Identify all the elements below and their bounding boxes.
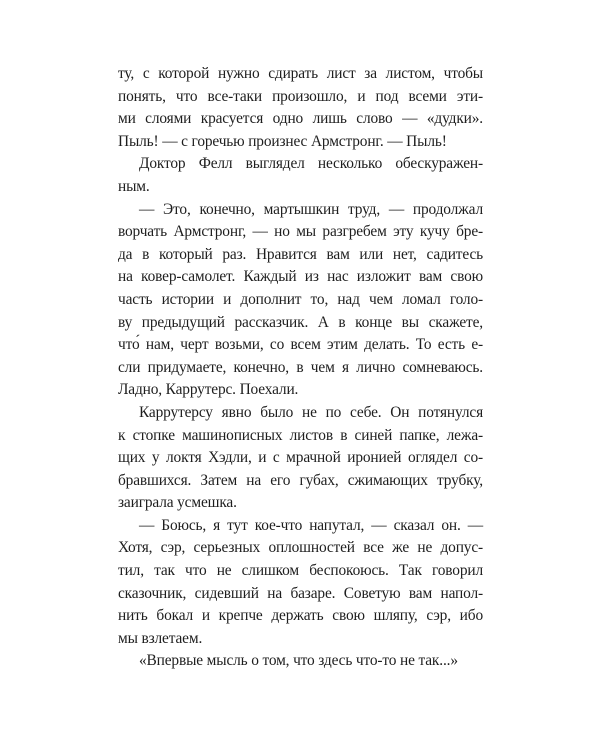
text-line: часть истории и дополнит то, над чем ломал голо- xyxy=(118,290,483,308)
body-text xyxy=(118,63,483,673)
text-line: сказочник, сидевший на базаре. Советую вам напол- xyxy=(118,584,483,602)
text-line: да в который раз. Нравится вам или нет, садитесь xyxy=(118,245,483,263)
text-line: мы взлетаем. xyxy=(118,629,203,647)
text-line: понять, что все-таки произошло, и под всеми эти- xyxy=(118,87,483,105)
text-line: «Впервые мысль о том, что здесь что-то не так...» xyxy=(139,652,458,670)
text-line: заиграла усмешка. xyxy=(118,494,237,512)
text-line: ми слоями красуется одно лишь слово — «дудки». xyxy=(118,110,483,128)
text-line: Каррутерсу явно было не по себе. Он потянулся xyxy=(139,403,483,421)
text-line: ву предыдущий рассказчик. А в конце вы скажете, xyxy=(118,313,483,331)
text-line: ту, с которой нужно сдирать лист за листом, чтобы xyxy=(118,65,483,82)
text-line: ворчать Армстронг, — но мы разгребем эту кучу бре- xyxy=(118,223,483,241)
text-line: нить бокал и крепче держать свою шляпу, сэр, ибо xyxy=(118,607,483,625)
text-line: Доктор Фелл выглядел несколько обескуражен- xyxy=(139,155,483,173)
text-line: тил, так что не слишком беспокоюсь. Так говорил xyxy=(118,562,483,580)
text-line: бравшихся. Затем на его губах, сжимающих трубку, xyxy=(118,471,483,489)
text-line: Пыль! — с горечью произнес Армстронг. — Пыль! xyxy=(118,132,447,150)
text-line: ным. xyxy=(118,177,150,195)
text-line: — Это, конечно, мартышкин труд, — продолжал xyxy=(139,200,483,218)
text-line: на ковер-самолет. Каждый из нас изложит вам свою xyxy=(118,268,483,286)
text-line: щих у локтя Хэдли, и с мрачной иронией оглядел со- xyxy=(118,449,483,467)
text-line: Ладно, Каррутерс. Поехали. xyxy=(118,381,299,399)
text-line: к стопке машинописных листов в синей папке, лежа- xyxy=(118,426,483,444)
text-line: что́ нам, черт возьми, со всем этим делать. То есть е- xyxy=(118,336,483,354)
text-line: сли придумаете, конечно, в чем я лично сомневаюсь. xyxy=(118,358,483,376)
text-line: Хотя, сэр, серьезных оплошностей все же не допус- xyxy=(118,539,483,557)
text-line: — Боюсь, я тут кое-что напутал, — сказал он. — xyxy=(139,516,483,534)
